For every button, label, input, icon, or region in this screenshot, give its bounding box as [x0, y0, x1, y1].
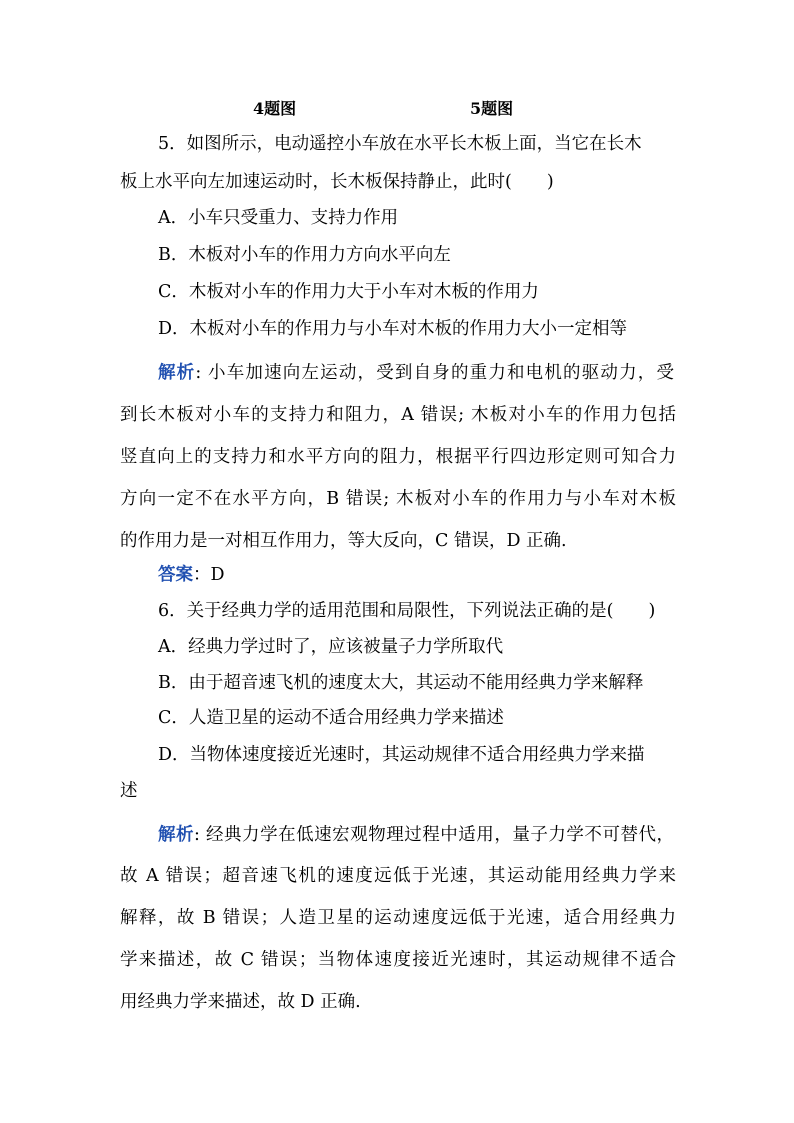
q5-answer-value: ：D	[193, 565, 225, 585]
q5-analysis-line-1	[158, 361, 674, 385]
q5-stem-line-1: 5．如图所示，电动遥控小车放在水平长木板上面，当它在长木	[158, 134, 642, 154]
q5-option-c: C．木板对小车的作用力大于小车对木板的作用力	[158, 282, 539, 302]
q5-option-b: B．木板对小车的作用力方向水平向左	[158, 245, 451, 265]
q6-analysis-label: 解析	[158, 825, 195, 845]
q5-analysis-line-2: 到长木板对小车的支持力和阻力，A 错误; 木板对小车的作用力包括	[120, 405, 676, 425]
q6-analysis-text-1: : 经典力学在低速宏观物理过程中适用，量子力学不可替代，	[194, 825, 674, 845]
q6-option-a: A．经典力学过时了，应该被量子力学所取代	[158, 637, 504, 657]
q6-option-d-line-1: D．当物体速度接近光速时，其运动规律不适合用经典力学来描	[158, 745, 645, 765]
q5-analysis-line-5: 的作用力是一对相互作用力，等大反向，C 错误，D 正确.	[120, 531, 567, 551]
q6-analysis-line-5: 用经典力学来描述，故 D 正确.	[120, 992, 361, 1012]
q6-analysis-line-4: 学来描述，故 C 错误；当物体速度接近光速时，其运动规律不适合	[120, 950, 676, 970]
q6-stem: 6．关于经典力学的适用范围和局限性，下列说法正确的是( )	[158, 601, 656, 621]
q5-analysis-line-4: 方向一定不在水平方向，B 错误; 木板对小车的作用力与小车对木板	[120, 489, 676, 509]
figure-caption-5: 5题图	[470, 99, 514, 118]
q5-analysis-text-1: : 小车加速向左运动，受到自身的重力和电机的驱动力，受	[195, 363, 674, 383]
q6-option-b: B．由于超音速飞机的速度太大，其运动不能用经典力学来解释	[158, 673, 644, 693]
q6-analysis-line-2: 故 A 错误；超音速飞机的速度远低于光速，其运动能用经典力学来	[120, 866, 676, 886]
q6-analysis-line-3: 解释，故 B 错误；人造卫星的运动速度远低于光速，适合用经典力	[120, 908, 676, 928]
q5-stem-line-2: 板上水平向左加速运动时，长木板保持静止，此时( )	[120, 172, 554, 192]
q5-analysis-line-3: 竖直向上的支持力和水平方向的阻力，根据平行四边形定则可知合力	[120, 447, 676, 467]
q6-option-d-line-2: 述	[120, 781, 138, 801]
q5-option-a: A．小车只受重力、支持力作用	[158, 208, 399, 228]
q5-answer-label: 答案	[158, 565, 193, 585]
figure-caption-4: 4题图	[253, 99, 297, 118]
q5-answer-line	[158, 563, 714, 587]
q6-analysis-line-1	[158, 823, 674, 847]
q6-option-c: C．人造卫星的运动不适合用经典力学来描述	[158, 708, 504, 728]
q5-analysis-label: 解析	[158, 363, 196, 383]
q5-option-d: D．木板对小车的作用力与小车对木板的作用力大小一定相等	[158, 319, 628, 339]
